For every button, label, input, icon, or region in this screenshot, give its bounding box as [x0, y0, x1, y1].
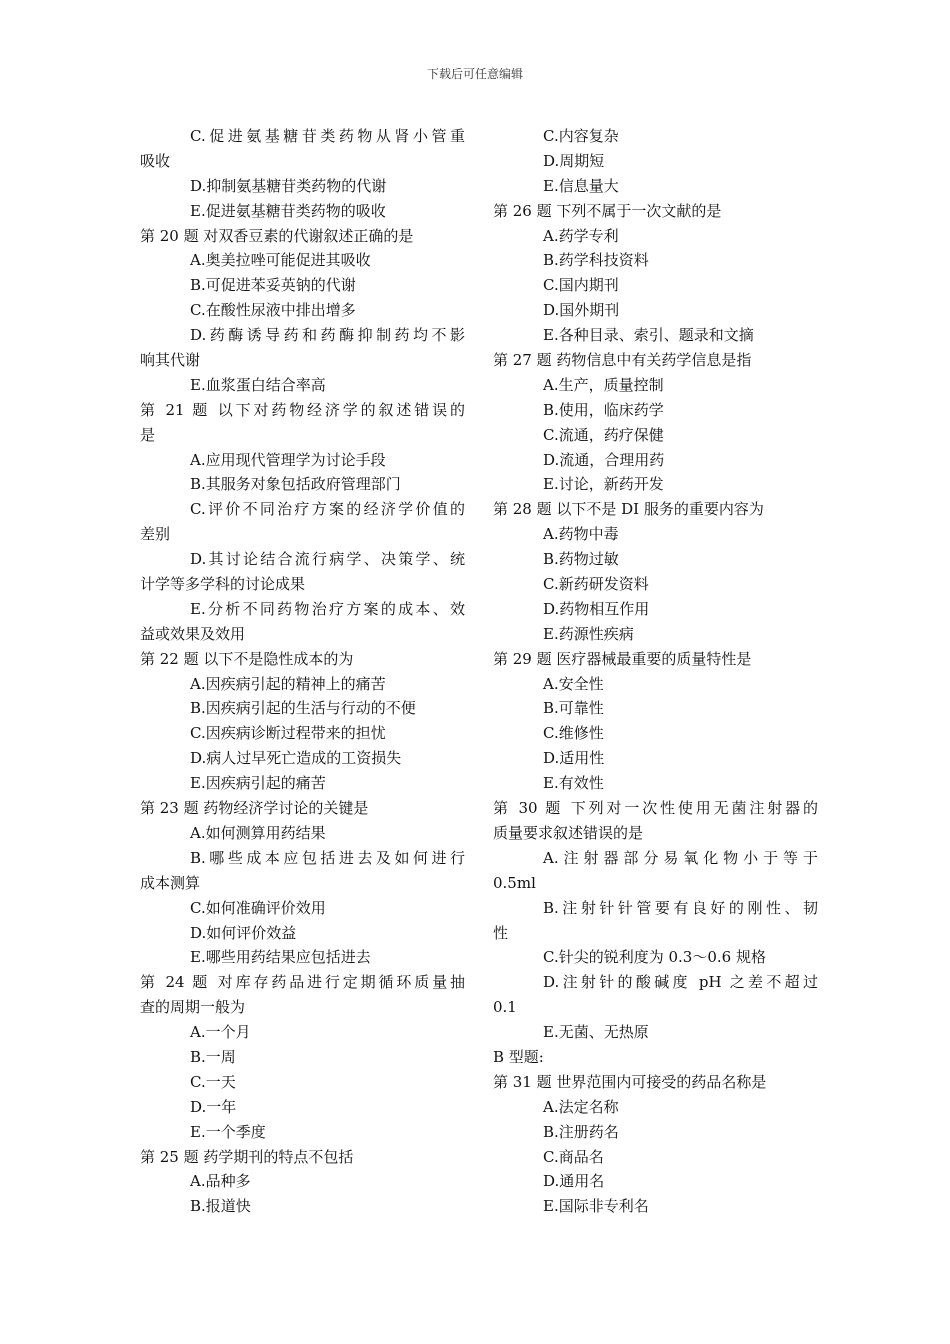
question-title: 第 30 题 下列对一次性使用无菌注射器的 — [493, 799, 818, 818]
question-title: 第 22 题 以下不是隐性成本的为 — [140, 649, 354, 668]
text-continuation: 质量要求叙述错误的是 — [493, 823, 644, 842]
answer-option: C.如何准确评价效用 — [190, 898, 326, 917]
answer-option: D.抑制氨基糖苷类药物的代谢 — [190, 176, 387, 195]
answer-option: B.可靠性 — [543, 699, 604, 718]
answer-option: E.分析不同药物治疗方案的成本、效 — [190, 599, 465, 618]
answer-option: D.通用名 — [543, 1172, 605, 1191]
answer-option: A.注射器部分易氧化物小于等于 — [543, 848, 818, 867]
answer-option: A.奥美拉唑可能促进其吸收 — [190, 251, 371, 270]
answer-option: B.因疾病引起的生活与行动的不便 — [190, 699, 416, 718]
question-title: 第 26 题 下列不属于一次文献的是 — [493, 201, 722, 220]
left-column — [140, 124, 465, 1219]
answer-option: C.流通，药疗保健 — [543, 425, 664, 444]
text-continuation: 计学等多学科的讨论成果 — [140, 575, 306, 594]
answer-option: C.在酸性尿液中排出增多 — [190, 301, 356, 320]
answer-option: B.其服务对象包括政府管理部门 — [190, 475, 401, 494]
answer-option: D.国外期刊 — [543, 301, 620, 320]
answer-option: B.一周 — [190, 1047, 236, 1066]
text-continuation: 响其代谢 — [140, 351, 201, 370]
answer-option: E.各种目录、索引、题录和文摘 — [543, 326, 754, 345]
text-continuation: 吸收 — [140, 151, 171, 170]
answer-option: A.品种多 — [190, 1172, 251, 1191]
answer-option: B.哪些成本应包括进去及如何进行 — [190, 848, 465, 867]
answer-option: E.国际非专利名 — [543, 1197, 649, 1216]
answer-option: A.应用现代管理学为讨论手段 — [190, 450, 386, 469]
answer-option: C.新药研发资料 — [543, 575, 649, 594]
answer-option: B.使用，临床药学 — [543, 400, 664, 419]
question-title: 第 27 题 药物信息中有关药学信息是指 — [493, 351, 752, 370]
question-title: B 型题: — [493, 1047, 544, 1066]
answer-option: B.注射针针管要有良好的刚性、韧 — [543, 898, 818, 917]
answer-option: A.安全性 — [543, 674, 604, 693]
answer-option: B.可促进苯妥英钠的代谢 — [190, 276, 356, 295]
answer-option: A.药物中毒 — [543, 525, 619, 544]
question-title: 第 29 题 医疗器械最重要的质量特性是 — [493, 649, 752, 668]
answer-option: E.血浆蛋白结合率高 — [190, 375, 326, 394]
answer-option: C.商品名 — [543, 1147, 604, 1166]
answer-option: B.注册药名 — [543, 1122, 619, 1141]
answer-option: E.讨论，新药开发 — [543, 475, 664, 494]
answer-option: A.因疾病引起的精神上的痛苦 — [190, 674, 386, 693]
question-title: 第 28 题 以下不是 DI 服务的重要内容为 — [493, 500, 764, 519]
answer-option: C.一天 — [190, 1072, 236, 1091]
text-continuation: 差别 — [140, 525, 171, 544]
answer-option: D.其讨论结合流行病学、决策学、统 — [190, 550, 465, 569]
answer-option: E.信息量大 — [543, 176, 619, 195]
answer-option: E.促进氨基糖苷类药物的吸收 — [190, 201, 386, 220]
answer-option: C.因疾病诊断过程带来的担忧 — [190, 724, 386, 743]
answer-option: B.药学科技资料 — [543, 251, 649, 270]
answer-option: D.药物相互作用 — [543, 599, 650, 618]
text-continuation: 查的周期一般为 — [140, 998, 246, 1017]
answer-option: E.因疾病引起的痛苦 — [190, 774, 326, 793]
answer-option: D.药酶诱导药和药酶抑制药均不影 — [190, 326, 465, 345]
question-title: 第 20 题 对双香豆素的代谢叙述正确的是 — [140, 226, 414, 245]
answer-option: D.适用性 — [543, 749, 605, 768]
answer-option: C.国内期刊 — [543, 276, 619, 295]
answer-option: D.注射针的酸碱度 pH 之差不超过 — [543, 973, 818, 992]
answer-option: E.无菌、无热原 — [543, 1023, 649, 1042]
answer-option: C.促进氨基糖苷类药物从肾小管重 — [190, 127, 465, 145]
answer-option: D.病人过早死亡造成的工资损失 — [190, 749, 402, 768]
answer-option: D.流通，合理用药 — [543, 450, 665, 469]
answer-option: A.药学专利 — [543, 226, 619, 245]
text-continuation: 0.1 — [493, 998, 517, 1017]
answer-option: A.一个月 — [190, 1023, 251, 1042]
answer-option: C.内容复杂 — [543, 127, 619, 145]
answer-option: E.有效性 — [543, 774, 604, 793]
question-title: 第 21 题 以下对药物经济学的叙述错误的 — [140, 400, 465, 419]
text-continuation: 益或效果及效用 — [140, 624, 246, 643]
answer-option: C.评价不同治疗方案的经济学价值的 — [190, 500, 465, 519]
question-title: 第 24 题 对库存药品进行定期循环质量抽 — [140, 973, 465, 992]
answer-option: D.如何评价效益 — [190, 923, 297, 942]
text-continuation: 成本测算 — [140, 873, 201, 892]
answer-option: C.针尖的锐利度为 0.3～0.6 规格 — [543, 948, 766, 967]
answer-option: C.维修性 — [543, 724, 604, 743]
right-column — [493, 124, 818, 1219]
answer-option: D.一年 — [190, 1097, 237, 1116]
question-title: 第 25 题 药学期刊的特点不包括 — [140, 1147, 354, 1166]
question-title: 第 23 题 药物经济学讨论的关键是 — [140, 799, 369, 818]
answer-option: E.哪些用药结果应包括进去 — [190, 948, 371, 967]
answer-option: A.法定名称 — [543, 1097, 619, 1116]
answer-option: A.如何测算用药结果 — [190, 823, 326, 842]
text-continuation: 0.5ml — [493, 873, 536, 892]
text-continuation: 是 — [140, 425, 156, 444]
answer-option: A.生产，质量控制 — [543, 375, 664, 394]
text-continuation: 性 — [493, 923, 509, 942]
answer-option: E.药源性疾病 — [543, 624, 634, 643]
answer-option: B.药物过敏 — [543, 550, 619, 569]
question-title: 第 31 题 世界范围内可接受的药品名称是 — [493, 1072, 767, 1091]
answer-option: D.周期短 — [543, 151, 605, 170]
answer-option: B.报道快 — [190, 1197, 251, 1216]
page-header: 下载后可任意编辑 — [426, 67, 523, 81]
answer-option: E.一个季度 — [190, 1122, 266, 1141]
